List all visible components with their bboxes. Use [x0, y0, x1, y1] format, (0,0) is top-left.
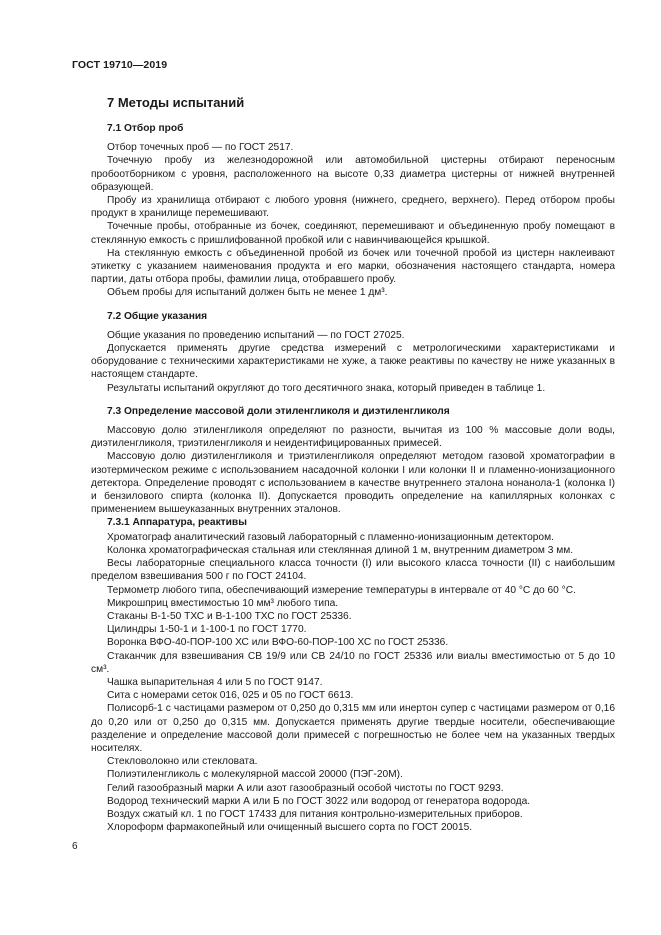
list-item: Водород технический марки А или Б по ГОСТ 3022 или водород от генератора водорода.	[107, 795, 531, 807]
paragraph: Объем пробы для испытаний должен быть не менее 1 дм³.	[107, 287, 388, 299]
list-item: Чашка выпарительная 4 или 5 по ГОСТ 9147.	[107, 676, 323, 688]
list-item: Воздух сжатый кл. 1 по ГОСТ 17433 для питания контрольно-измерительных приборов.	[107, 808, 523, 820]
list-item: Весы лабораторные специального класса точности (I) или высокого класса точности (II) с наибольшим пределом взвешивания 500 г по ГОСТ 24104.	[91, 558, 615, 583]
section-title: 7 Методы испытаний	[107, 95, 245, 110]
list-item: Хлороформ фармакопейный или очищенный высшего сорта по ГОСТ 20015.	[107, 822, 473, 834]
paragraph: Массовую долю этиленгликоля определяют по разности, вычитая из 100 % массовые доли воды, диэтиленгликоля, триэтиленгликоля и неидентифицированных примесей.	[91, 425, 615, 450]
subsection-heading-7-1: 7.1 Отбор проб	[107, 123, 184, 134]
list-item: Полисорб-1 с частицами размером от 0,250 до 0,315 мм или инертон супер с частицами размером от 0,16 до 0,20 или от 0,250 до 0,315 мм. Допускается применять другие твердые носители, обеспечивающие разделение и определение массовой доли примесей с погрешностью не более чем на указанных твердых носителях.	[91, 703, 615, 754]
list-item: Гелий газообразный марки А или азот газообразный особой чистоты по ГОСТ 9293.	[107, 782, 504, 794]
paragraph: Массовую долю диэтиленгликоля и триэтиленгликоля определяют методом газовой хроматографии в изотермическом режиме с использованием насадочной колонки I или колонки II и пламенно-ионизационного детектора. Определение проводят с использованием в качестве внутреннего эталона нонанола-1 (колонка I) и бензилового спирта (колонка II). Допускается проводить определение на капиллярных колонках с применением вышеуказанных внутренних эталонов.	[91, 451, 615, 516]
list-item: Воронка ВФО-40-ПОР-100 ХС или ВФО-60-ПОР-100 ХС по ГОСТ 25336.	[107, 637, 449, 649]
list-item: Микрошприц вместимостью 10 мм³ любого типа.	[107, 597, 339, 609]
document-header: ГОСТ 19710—2019	[72, 59, 168, 71]
subsection-heading-7-3-1: 7.3.1 Аппаратура, реактивы	[107, 517, 247, 529]
paragraph: Точечные пробы, отобранные из бочек, соединяют, перемешивают и объединенную пробу помещают в стеклянную емкость с пришлифованной пробкой или с навинчивающейся крышкой.	[91, 221, 615, 246]
paragraph: Результаты испытаний округляют до того десятичного знака, который приведен в таблице 1.	[107, 382, 546, 394]
list-item: Сита с номерами сеток 016, 025 и 05 по ГОСТ 6613.	[107, 690, 354, 702]
list-item: Термометр любого типа, обеспечивающий измерение температуры в интервале от 40 °С до 60 °С.	[107, 584, 576, 596]
paragraph: Отбор точечных проб — по ГОСТ 2517.	[107, 142, 294, 154]
subsection-heading-7-3: 7.3 Определение массовой доли этиленгликоля и диэтиленгликоля	[107, 405, 450, 417]
paragraph: На стеклянную емкость с объединенной пробой из бочек или точечной пробой из цистерн наклеивают этикетку с указанием наименования продукта и его марки, обозначения настоящего стандарта, номера партии, даты отбора пробы, фамилии лица, отобравшего пробу.	[91, 247, 615, 286]
paragraph: Точечную пробу из железнодорожной или автомобильной цистерны отбирают переносным пробоотборником с уровня, расположенного на высоте 0,33 диаметра цистерны от нижней внутренней образующей.	[91, 155, 615, 193]
list-item: Цилиндры 1-50-1 и 1-100-1 по ГОСТ 1770.	[107, 624, 307, 636]
list-item: Стаканы В-1-50 ТХС и В-1-100 ТХС по ГОСТ 25336.	[107, 610, 352, 622]
list-item: Стаканчик для взвешивания СВ 19/9 или СВ 24/10 по ГОСТ 25336 или виалы вместимостью от 5 до 10 см³.	[91, 650, 615, 675]
paragraph: Допускается применять другие средства измерений с метрологическими характеристиками и оборудование с техническими характеристиками не хуже, а также реактивы по качеству не ниже указанных в настоящем стандарте.	[91, 343, 615, 381]
list-item: Колонка хроматографическая стальная или стеклянная длиной 1 м, внутренним диаметром 3 мм.	[107, 544, 574, 556]
page-number: 6	[72, 841, 78, 852]
paragraph: Пробу из хранилища отбирают с любого уровня (нижнего, среднего, верхнего). Перед отбором пробы продукт в хранилище перемешивают.	[91, 195, 615, 220]
list-item: Хроматограф аналитический газовый лабораторный с пламенно-ионизационным детектором.	[107, 531, 554, 543]
page-content	[91, 122, 615, 834]
subsection-heading-7-2: 7.2 Общие указания	[107, 310, 208, 322]
list-item: Полиэтиленгликоль с молекулярной массой 20000 (ПЭГ-20М).	[107, 769, 403, 781]
list-item: Стекловолокно или стекловата.	[107, 756, 258, 768]
paragraph: Общие указания по проведению испытаний — по ГОСТ 27025.	[107, 329, 405, 341]
